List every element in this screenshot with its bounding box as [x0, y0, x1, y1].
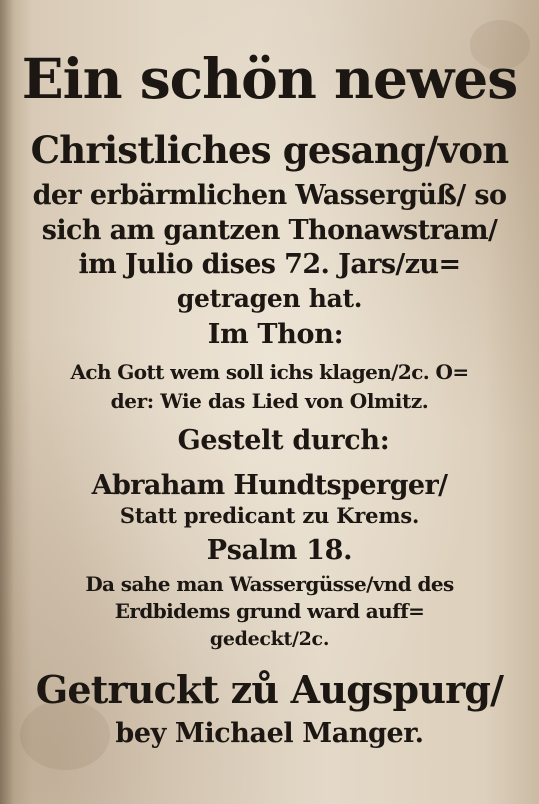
author-name: Abraham Hundtsperger/ — [91, 470, 448, 501]
author-heading: Gestelt durch: — [177, 425, 390, 456]
psalm-line-1: Da sahe man Wassergüsse/vnd des — [85, 572, 454, 596]
psalm-line-3: gedeckt/2c. — [209, 628, 330, 650]
title-line-1: Ein schön newes — [21, 46, 518, 111]
title-line-3: der erbärmlichen Wassergüß/ so — [32, 180, 507, 211]
psalm-line-2: Erdbidems grund ward auff= — [114, 599, 425, 623]
psalm-heading: Psalm 18. — [206, 535, 353, 566]
imprint-line-2: bey Michael Manger. — [115, 718, 424, 749]
title-line-5: im Julio dises 72. Jars/zu= — [78, 249, 461, 280]
imprint-line-1: Getruckt zů Augspurg/ — [35, 667, 504, 712]
title-line-2: Christliches gesang/von — [30, 128, 509, 172]
tune-heading: Im Thon: — [207, 319, 344, 350]
title-line-6: getragen hat. — [176, 284, 363, 313]
author-role: Statt predicant zu Krems. — [119, 503, 420, 528]
tune-line-1: Ach Gott wem soll ichs klagen/2c. O= — [70, 360, 469, 384]
title-line-4: sich am gantzen Thonawstram/ — [41, 215, 498, 246]
tune-line-2: der: Wie das Lied von Olmitz. — [110, 389, 429, 413]
